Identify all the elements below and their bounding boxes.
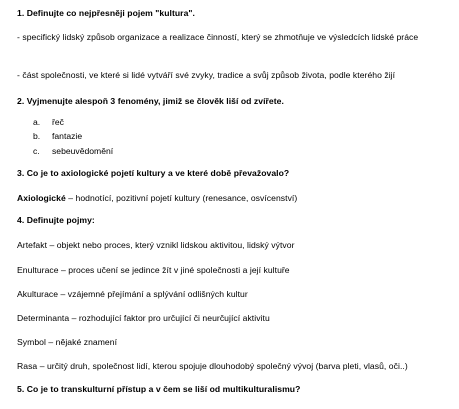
question-3-answer-text: – hodnotící, pozitivní pojetí kultury (renesance, osvícenství) [65,193,298,203]
list-item-marker: a. [33,117,41,127]
definition-symbol: Symbol – nějaké znamení [17,337,118,347]
list-item-marker: c. [33,146,40,156]
question-1-heading: 1. Definujte co nejpřesněji pojem "kultura". [17,8,195,18]
list-item-marker: b. [33,131,41,141]
list-item-text: sebeuvědomění [52,146,114,156]
list-item-text: fantazie [52,131,83,141]
question-2-heading: 2. Vyjmenujte alespoň 3 fenomény, jimiž se člověk liší od zvířete. [17,96,284,106]
question-1-answer-1: - specifický lidský způsob organizace a realizace činností, který se zhmotňuje ve výsledcích lidské práce [17,32,419,42]
question-3-term: Axiologické [17,193,66,203]
question-5-heading: 5. Co je to transkulturní přístup a v čem se liší od multikulturalismu? [17,384,301,394]
definition-determinanta: Determinanta – rozhodující faktor pro určující či neurčující aktivitu [17,313,270,323]
definition-akulturace: Akulturace – vzájemné přejímání a splývání odlišných kultur [17,289,248,299]
definition-enulturace: Enulturace – proces učení se jedince žít v jiné společnosti a její kultuře [17,265,290,275]
definition-rasa: Rasa – určitý druh, společnost lidí, kterou spojuje dlouhodobý společný vývoj (barva pleti, vlasů, oči..) [17,361,408,371]
question-3-heading: 3. Co je to axiologické pojetí kultury a ve které době převažovalo? [17,168,290,178]
definition-artefakt: Artefakt – objekt nebo proces, který vznikl lidskou aktivitou, lidský výtvor [17,240,295,250]
question-4-heading: 4. Definujte pojmy: [17,215,95,225]
question-3-answer [17,193,453,204]
question-1-answer-2: - část společnosti, ve které si lidé vytváří své zvyky, tradice a svůj způsob života, podle kterého žijí [17,70,396,80]
list-item-text: řeč [52,117,64,127]
